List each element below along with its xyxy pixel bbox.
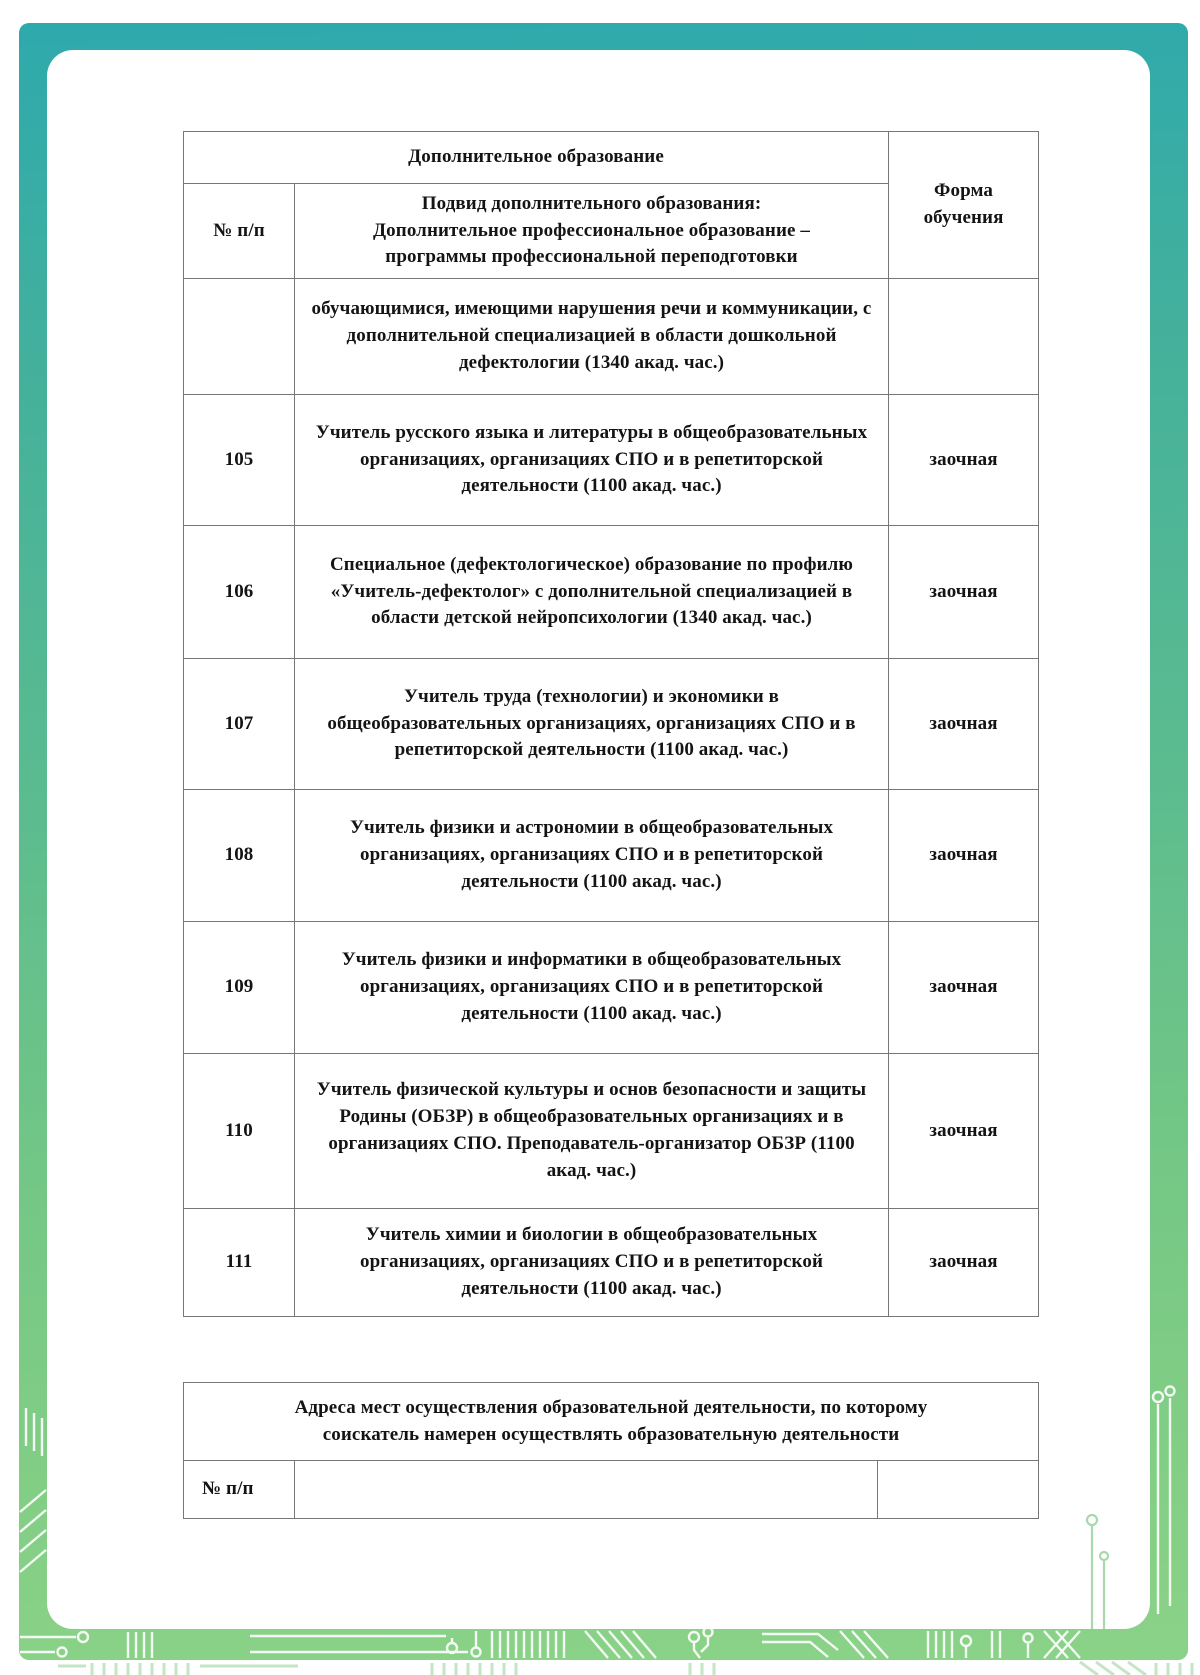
education-programs-table bbox=[183, 131, 1039, 1317]
table-row bbox=[184, 279, 1039, 395]
row-number-cell: 107 bbox=[184, 659, 295, 790]
subtype-header-line: программы профессиональной переподготовки bbox=[385, 246, 798, 268]
row-number-cell: 110 bbox=[184, 1054, 295, 1209]
program-cell: Учитель физики и астрономии в общеобразовательных организациях, организациях СПО и в репетиторской деятельности (1100 акад. час.) bbox=[295, 790, 889, 922]
extra-cell-empty bbox=[878, 1461, 1039, 1519]
addresses-title-cell bbox=[184, 1383, 1039, 1461]
addresses-table bbox=[183, 1382, 1039, 1519]
table-row bbox=[184, 659, 1039, 790]
row-number-cell: 105 bbox=[184, 395, 295, 526]
form-cell bbox=[889, 279, 1039, 395]
group-header-cell: Дополнительное образование bbox=[184, 132, 889, 184]
subtype-header-cell bbox=[295, 184, 889, 279]
form-cell: заочная bbox=[889, 790, 1039, 922]
row-number-cell: 111 bbox=[184, 1209, 295, 1317]
subtype-header-line: Подвид дополнительного образования: bbox=[421, 192, 762, 214]
num-header-cell: № п/п bbox=[184, 1461, 295, 1519]
row-number-cell: 108 bbox=[184, 790, 295, 922]
form-header-cell: Форма обучения bbox=[889, 132, 1039, 279]
program-cell: Учитель физической культуры и основ безопасности и защиты Родины (ОБЗР) в общеобразовательных организациях и в организациях СПО. Преподаватель-организатор ОБЗР (1100 акад. час.) bbox=[295, 1054, 889, 1209]
program-cell: Специальное (дефектологическое) образование по профилю «Учитель-дефектолог» с дополнительной специализацией в области детской нейропсихологии (1340 акад. час.) bbox=[295, 526, 889, 659]
program-cell: Учитель русского языка и литературы в общеобразовательных организациях, организациях СПО и в репетиторской деятельности (1100 акад. час.) bbox=[295, 395, 889, 526]
program-cell: обучающимися, имеющими нарушения речи и коммуникации, с дополнительной специализацией в области дошкольной дефектологии (1340 акад. час.) bbox=[295, 279, 889, 395]
row-number-cell: 106 bbox=[184, 526, 295, 659]
table-row bbox=[184, 132, 1039, 184]
row-number-cell bbox=[184, 279, 295, 395]
program-cell: Учитель химии и биологии в общеобразовательных организациях, организациях СПО и в репетиторской деятельности (1100 акад. час.) bbox=[295, 1209, 889, 1317]
table-row bbox=[184, 790, 1039, 922]
table-row bbox=[184, 1209, 1039, 1317]
form-cell: заочная bbox=[889, 1209, 1039, 1317]
subtype-header-line: Дополнительное профессиональное образование – bbox=[373, 219, 810, 241]
table-row bbox=[184, 1054, 1039, 1209]
form-cell: заочная bbox=[889, 395, 1039, 526]
program-cell: Учитель физики и информатики в общеобразовательных организациях, организациях СПО и в репетиторской деятельности (1100 акад. час.) bbox=[295, 922, 889, 1054]
row-number-cell: 109 bbox=[184, 922, 295, 1054]
program-cell: Учитель труда (технологии) и экономики в общеобразовательных организациях, организациях СПО и в репетиторской деятельности (1100 акад. час.) bbox=[295, 659, 889, 790]
table-row bbox=[184, 922, 1039, 1054]
table-row bbox=[184, 1461, 1039, 1519]
table-row bbox=[184, 395, 1039, 526]
form-cell: заочная bbox=[889, 922, 1039, 1054]
addresses-title-line: Адреса мест осуществления образовательной деятельности, по которому bbox=[294, 1396, 928, 1418]
form-cell: заочная bbox=[889, 526, 1039, 659]
addresses-title-line: соискатель намерен осуществлять образовательную деятельности bbox=[322, 1423, 900, 1445]
num-header-cell: № п/п bbox=[184, 184, 295, 279]
address-cell-empty bbox=[295, 1461, 878, 1519]
table-row bbox=[184, 1383, 1039, 1461]
form-cell: заочная bbox=[889, 659, 1039, 790]
form-cell: заочная bbox=[889, 1054, 1039, 1209]
table-row bbox=[184, 526, 1039, 659]
